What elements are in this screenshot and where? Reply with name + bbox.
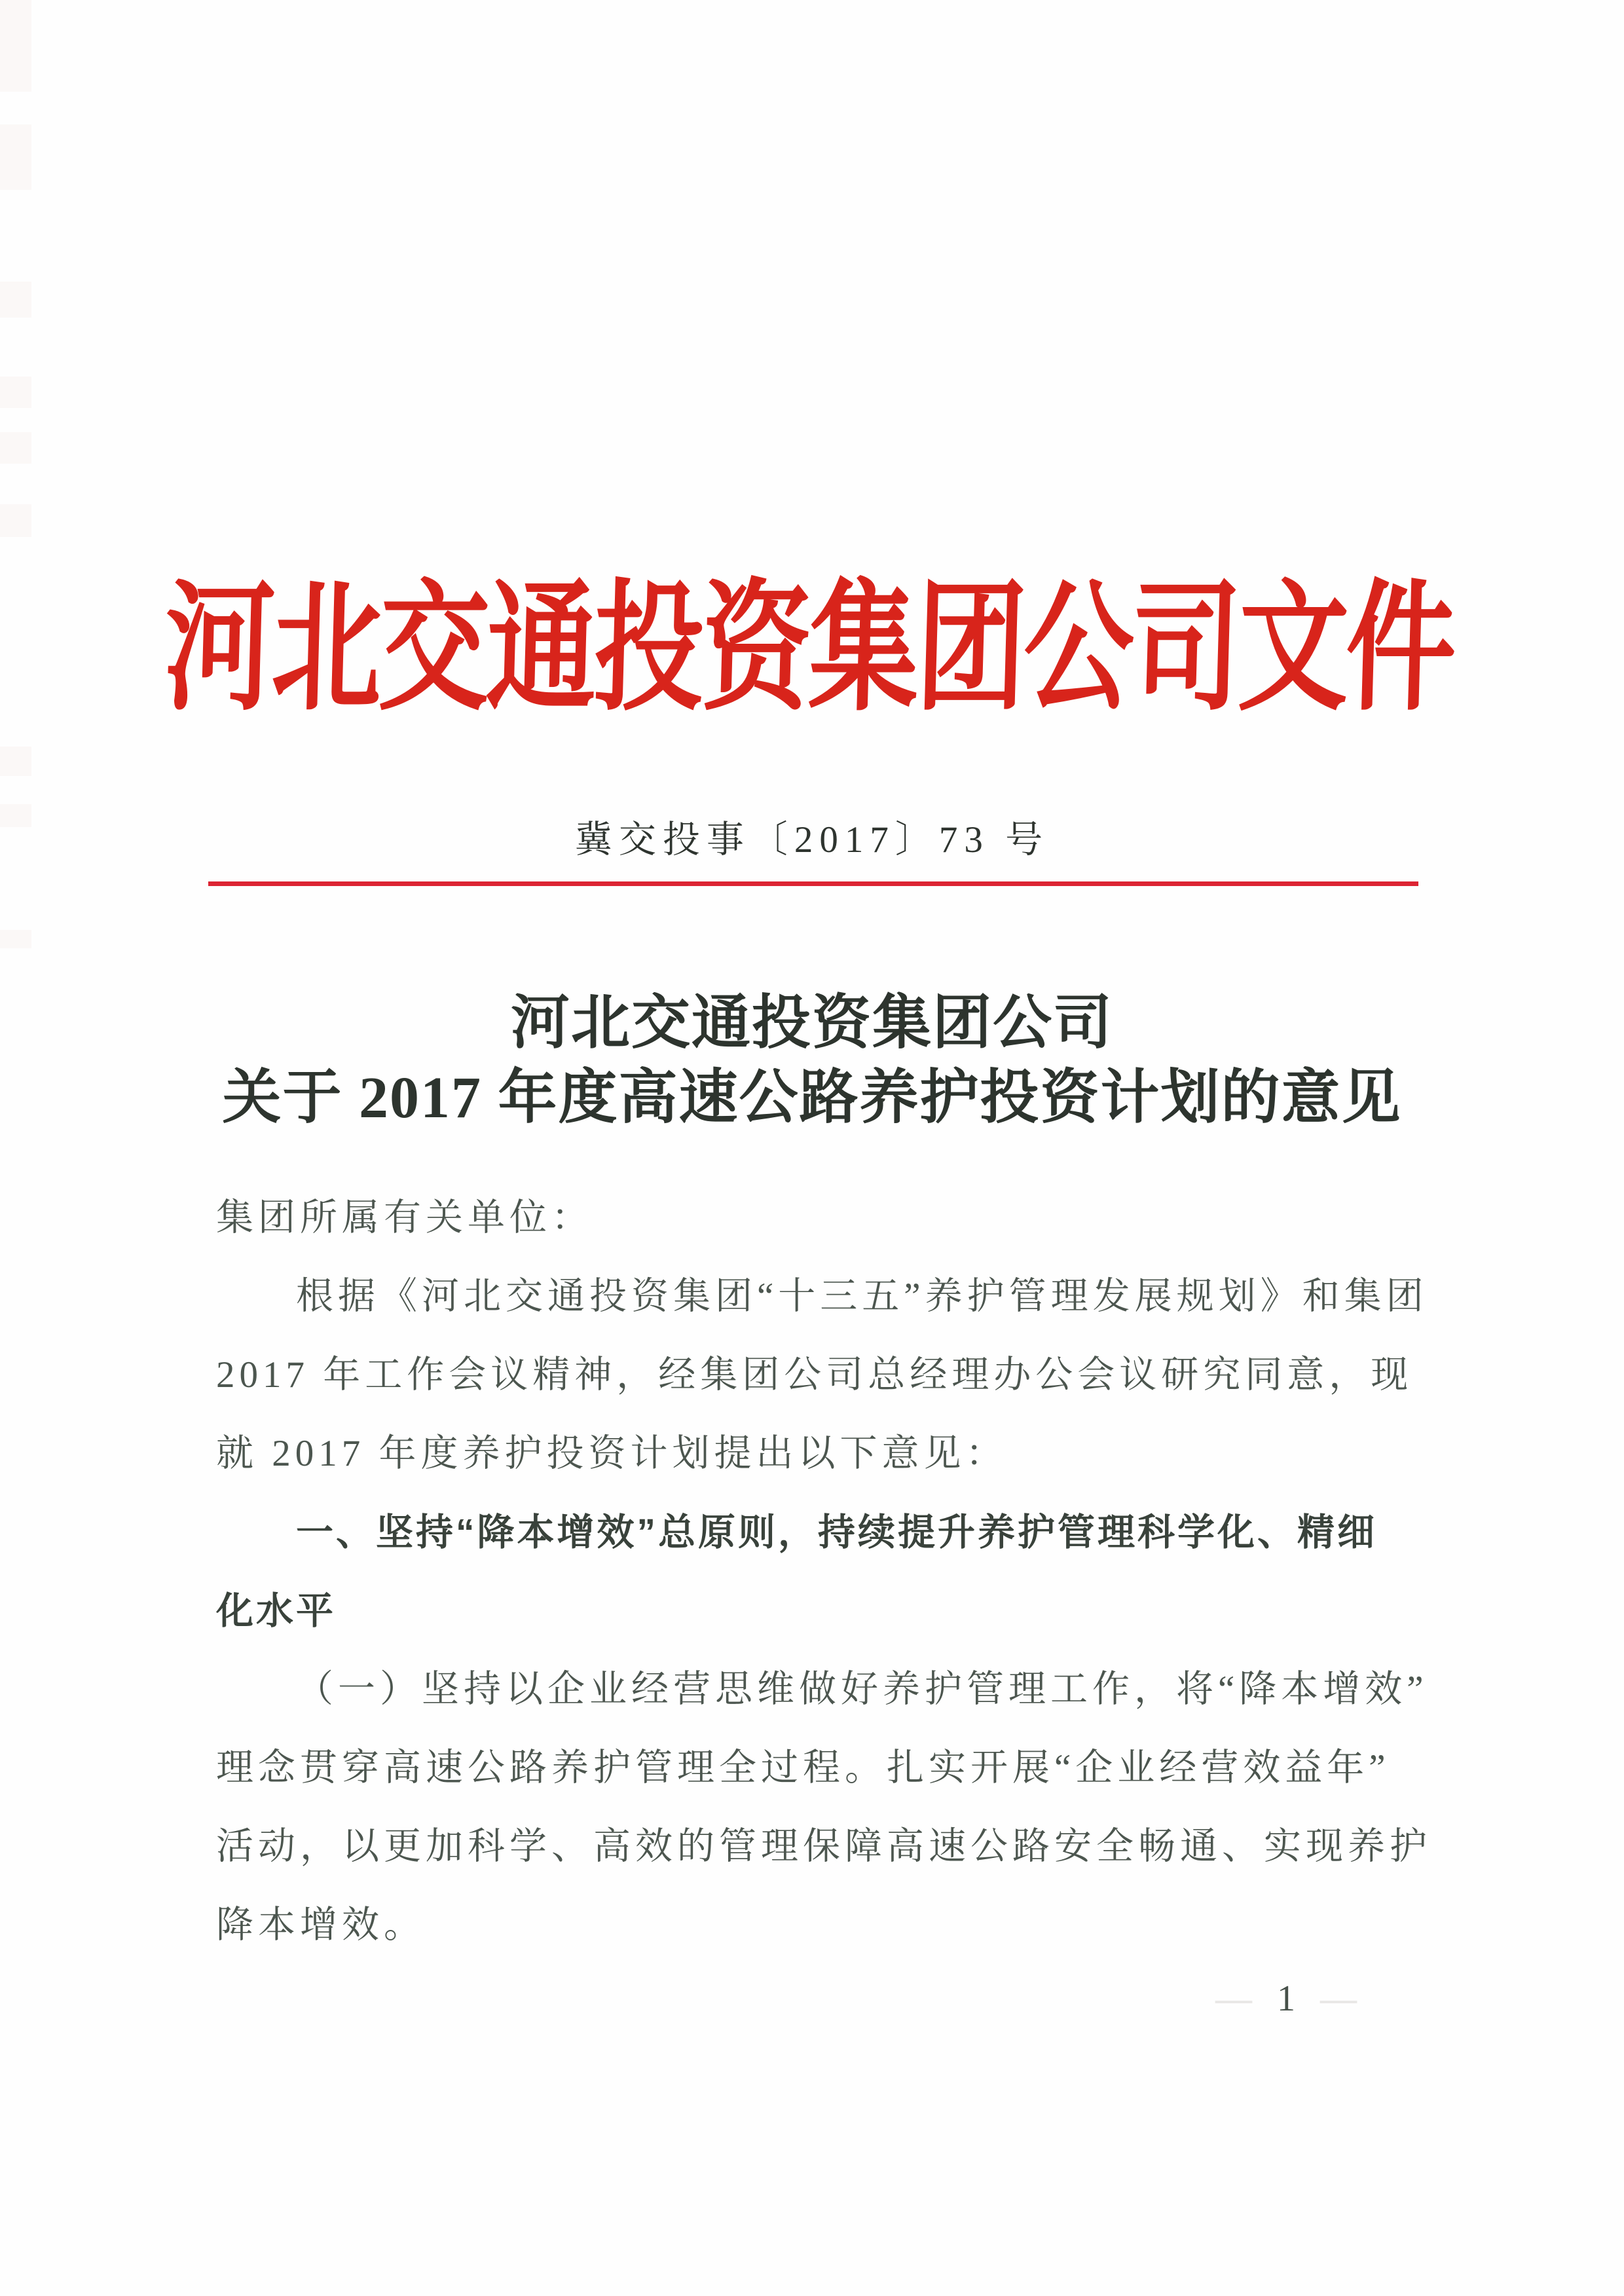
- body-line: 活动，以更加科学、高效的管理保障高速公路安全畅通、实现养护: [216, 1826, 1431, 1867]
- scan-artifact: [0, 0, 31, 92]
- red-header-banner: 河北交通投资集团公司文件: [162, 572, 1456, 728]
- body-line: （一）坚持以企业经营思维做好养护管理工作，将“降本增效”: [296, 1669, 1428, 1710]
- body-line-heading: 化水平: [216, 1590, 336, 1632]
- scan-artifact: [0, 282, 31, 318]
- document-title-line1: 河北交通投资集团公司: [511, 991, 1113, 1056]
- body-line: 理念贯穿高速公路养护管理全过程。扎实开展“企业经营效益年”: [216, 1747, 1390, 1788]
- scan-artifact: [0, 504, 31, 537]
- scan-artifact: [0, 377, 31, 408]
- document-number: 冀交投事〔2017〕73 号: [574, 819, 1050, 861]
- body-line: 集团所属有关单位：: [216, 1197, 593, 1238]
- page-number: 1: [1277, 1978, 1295, 2019]
- body-line: 就 2017 年度养护投资计划提出以下意见：: [216, 1433, 1008, 1474]
- scan-artifact: [0, 930, 31, 948]
- body-line-heading: 一、坚持“降本增效”总原则，持续提升养护管理科学化、精细: [296, 1511, 1377, 1553]
- body-line: 根据《河北交通投资集团“十三五”养护管理发展规划》和集团: [296, 1276, 1428, 1317]
- scan-artifact: [0, 124, 31, 190]
- footer-dash-left: —: [1215, 1978, 1252, 2019]
- document-title: [0, 986, 1624, 1136]
- scan-artifact: [0, 432, 31, 464]
- red-divider-line: [208, 881, 1418, 886]
- footer-dash-right: —: [1320, 1978, 1357, 2019]
- document-title-line2: 关于 2017 年度高速公路养护投资计划的意见: [222, 1065, 1402, 1130]
- scan-artifact: [0, 747, 31, 776]
- body-line: 降本增效。: [216, 1904, 426, 1946]
- page-footer: [1215, 1978, 1357, 2020]
- body-text: [216, 1179, 1434, 1965]
- body-line: 2017 年工作会议精神，经集团公司总经理办公会议研究同意，现: [216, 1354, 1413, 1396]
